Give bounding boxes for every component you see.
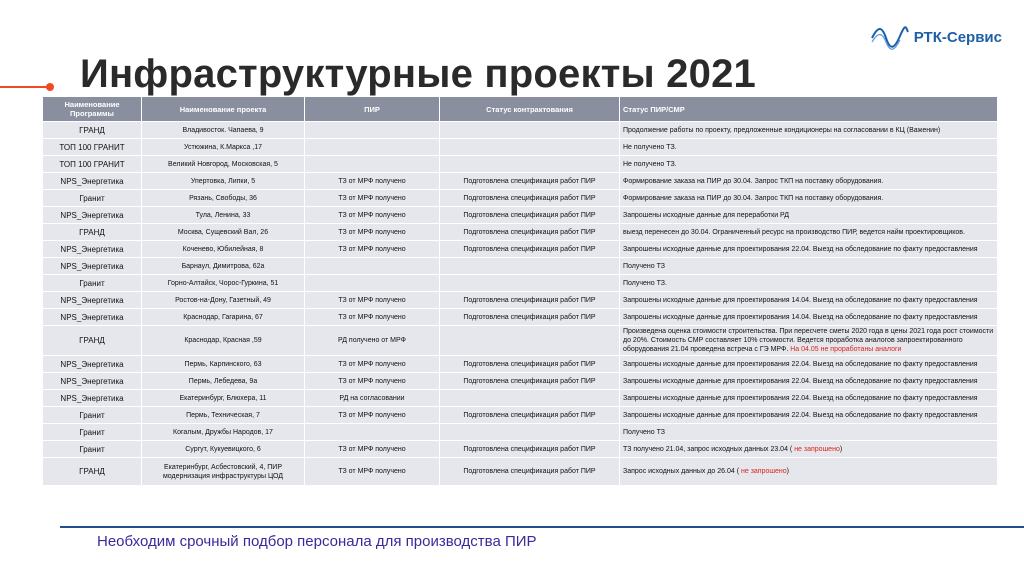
cell-program: ТОП 100 ГРАНИТ: [43, 156, 142, 173]
cell-project: Краснодар, Красная ,59: [142, 326, 305, 356]
cell-project: Екатеринбург, Блюхера, 11: [142, 390, 305, 407]
status-text: Запрос исходных данных до 26.04 (: [623, 468, 740, 475]
table-row: [43, 224, 998, 241]
cell-pir: ТЗ от МРФ получено: [305, 441, 440, 458]
cell-project: Екатеринбург, Асбестовский, 4, ПИР модернизация инфраструктуры ЦОД: [142, 458, 305, 486]
cell-contract-status: Подготовлена спецификация работ ПИР: [440, 407, 620, 424]
cell-pir-smr-status: [620, 390, 998, 407]
cell-project: Коченево, Юбилейная, 8: [142, 241, 305, 258]
cell-contract-status: [440, 390, 620, 407]
cell-pir-smr-status: [620, 275, 998, 292]
cell-program: ГРАНД: [43, 224, 142, 241]
header-pir: ПИР: [305, 97, 440, 122]
cell-project: Горно-Алтайск, Чорос-Гуркина, 51: [142, 275, 305, 292]
status-text: Формирование заказа на ПИР до 30.04. Запрос ТКП на поставку оборудования.: [623, 194, 884, 202]
cell-contract-status: [440, 139, 620, 156]
cell-pir-smr-status: [620, 309, 998, 326]
cell-project: Пермь, Карпинского, 63: [142, 356, 305, 373]
cell-project: Пермь, Лебедева, 9а: [142, 373, 305, 390]
cell-program: NPS_Энергетика: [43, 309, 142, 326]
cell-program: ГРАНД: [43, 122, 142, 139]
cell-pir-smr-status: [620, 156, 998, 173]
cell-pir-smr-status: [620, 190, 998, 207]
status-text: Запрошены исходные данные для проектирования 14.04. Выезд на обследование по факту предоставления: [623, 296, 978, 304]
status-alert-text: На 04.05 не проработаны аналоги: [790, 346, 902, 353]
cell-project: Когалым, Дружбы Народов, 17: [142, 424, 305, 441]
status-text: выезд перенесен до 30.04. Ограниченный ресурс на производство ПИР, ведется найм проектировщиков.: [623, 228, 965, 236]
cell-pir: ТЗ от МРФ получено: [305, 224, 440, 241]
status-text: Формирование заказа на ПИР до 30.04. Запрос ТКП на поставку оборудования.: [623, 177, 884, 185]
cell-contract-status: Подготовлена спецификация работ ПИР: [440, 190, 620, 207]
cell-project: Краснодар, Гагарина, 67: [142, 309, 305, 326]
cell-contract-status: [440, 424, 620, 441]
company-logo: [870, 24, 1002, 50]
cell-pir-smr-status: [620, 207, 998, 224]
cell-contract-status: Подготовлена спецификация работ ПИР: [440, 173, 620, 190]
cell-program: Гранит: [43, 407, 142, 424]
table-row: [43, 292, 998, 309]
cell-pir-smr-status: [620, 441, 998, 458]
cell-program: NPS_Энергетика: [43, 241, 142, 258]
cell-pir-smr-status: [620, 356, 998, 373]
cell-pir-smr-status: [620, 373, 998, 390]
cell-pir: ТЗ от МРФ получено: [305, 241, 440, 258]
footer-rule: [60, 526, 1024, 528]
cell-pir-smr-status: [620, 292, 998, 309]
cell-contract-status: [440, 156, 620, 173]
table-row: [43, 275, 998, 292]
cell-project: Рязань, Свободы, 36: [142, 190, 305, 207]
cell-pir: [305, 156, 440, 173]
cell-pir-smr-status: [620, 424, 998, 441]
table-row: [43, 241, 998, 258]
cell-project: Ростов-на-Дону, Газетный, 49: [142, 292, 305, 309]
cell-program: NPS_Энергетика: [43, 390, 142, 407]
cell-project: Упертовка, Липки, 5: [142, 173, 305, 190]
cell-contract-status: [440, 326, 620, 356]
status-text: Запрошены исходные данные для проектирования 14.04. Выезд на обследование по факту предоставления: [623, 313, 978, 321]
status-text: Не получено ТЗ.: [623, 160, 677, 168]
cell-contract-status: [440, 275, 620, 292]
cell-project: Владивосток. Чапаева, 9: [142, 122, 305, 139]
cell-pir: [305, 258, 440, 275]
cell-contract-status: Подготовлена спецификация работ ПИР: [440, 458, 620, 486]
cell-pir-smr-status: [620, 173, 998, 190]
table-row: [43, 309, 998, 326]
cell-project: Пермь, Техническая, 7: [142, 407, 305, 424]
cell-contract-status: Подготовлена спецификация работ ПИР: [440, 241, 620, 258]
cell-program: NPS_Энергетика: [43, 356, 142, 373]
status-text: Получено ТЗ.: [623, 279, 667, 287]
logo-text: РТК-Сервис: [913, 28, 1002, 46]
cell-project: Барнаул, Димитрова, 62а: [142, 258, 305, 275]
cell-pir-smr-status: [620, 458, 998, 486]
cell-contract-status: [440, 122, 620, 139]
cell-pir-smr-status: [620, 241, 998, 258]
table-row: [43, 390, 998, 407]
cell-pir: ТЗ от МРФ получено: [305, 292, 440, 309]
cell-pir: ТЗ от МРФ получено: [305, 373, 440, 390]
cell-pir-smr-status: [620, 224, 998, 241]
cell-program: NPS_Энергетика: [43, 292, 142, 309]
table-row: [43, 139, 998, 156]
cell-pir-smr-status: [620, 139, 998, 156]
table-header-row: [43, 97, 998, 122]
table-row: [43, 156, 998, 173]
cell-program: NPS_Энергетика: [43, 373, 142, 390]
status-text: Запрошены исходные данные для проектирования 22.04. Выезд на обследование по факту предоставления: [623, 394, 978, 402]
cell-program: NPS_Энергетика: [43, 258, 142, 275]
table-row: [43, 122, 998, 139]
header-program: Наименование Программы: [43, 97, 142, 122]
cell-pir-smr-status: [620, 407, 998, 424]
cell-pir: ТЗ от МРФ получено: [305, 207, 440, 224]
cell-contract-status: Подготовлена спецификация работ ПИР: [440, 373, 620, 390]
status-text: Получено ТЗ: [623, 262, 666, 270]
cell-pir-smr-status: [620, 258, 998, 275]
table-row: [43, 458, 998, 486]
header-contract-status: Статус контрактования: [440, 97, 620, 122]
projects-table-wrapper: [42, 96, 997, 486]
cell-project: Тула, Ленина, 33: [142, 207, 305, 224]
status-text: ТЗ получено 21.04, запрос исходных данных 23.04 (: [623, 445, 793, 453]
status-text: Получено ТЗ: [623, 428, 666, 436]
cell-program: Гранит: [43, 190, 142, 207]
header-project: Наименование проекта: [142, 97, 305, 122]
table-row: [43, 407, 998, 424]
table-row: [43, 190, 998, 207]
cell-program: Гранит: [43, 275, 142, 292]
cell-contract-status: Подготовлена спецификация работ ПИР: [440, 224, 620, 241]
cell-contract-status: Подготовлена спецификация работ ПИР: [440, 441, 620, 458]
status-alert-text: не запрошено: [741, 468, 787, 475]
cell-pir-smr-status: [620, 326, 998, 356]
status-text: Запрошены исходные данные для проектирования 22.04. Выезд на обследование по факту предоставления: [623, 360, 978, 368]
cell-pir: [305, 139, 440, 156]
status-text: Запрошены исходные данные для проектирования 22.04. Выезд на обследование по факту предоставления: [623, 245, 978, 253]
cell-project: Сургут, Кукуевицкого, 6: [142, 441, 305, 458]
status-text: Продолжение работы по проекту, предложенные кондиционеры на согласовании в КЦ (Важенин): [623, 126, 941, 134]
table-row: [43, 356, 998, 373]
cell-pir: [305, 424, 440, 441]
table-row: [43, 258, 998, 275]
table-row: [43, 173, 998, 190]
header-pir-smr-status: Статус ПИР/СМР: [620, 97, 998, 122]
status-text: Запрошены исходные данные для проектирования 22.04. Выезд на обследование по факту предоставления: [623, 411, 978, 419]
cell-pir: ТЗ от МРФ получено: [305, 407, 440, 424]
wave-logo-icon: [870, 24, 910, 50]
table-row: [43, 326, 998, 356]
status-text: Запрошены исходные данные для переработки РД: [623, 211, 789, 219]
cell-contract-status: Подготовлена спецификация работ ПИР: [440, 356, 620, 373]
table-row: [43, 207, 998, 224]
status-text: Произведена оценка стоимости строительства. При пересчете сметы 2020 года в цены 2021 года рост стоимости до 20%. Стоимость СМР составляет 10% стоимости. Ведется проработка аналогов запроектированного оборудования 21.04 проведена встреча с ГЭ МРФ.: [623, 328, 994, 353]
status-closing-text: ): [839, 445, 843, 453]
footer-note: Необходим срочный подбор персонала для производства ПИР: [97, 533, 537, 550]
status-alert-text: не запрошено: [794, 445, 840, 453]
cell-contract-status: Подготовлена спецификация работ ПИР: [440, 309, 620, 326]
table-row: [43, 424, 998, 441]
table-row: [43, 441, 998, 458]
cell-program: ТОП 100 ГРАНИТ: [43, 139, 142, 156]
accent-line: [0, 86, 48, 88]
cell-program: Гранит: [43, 441, 142, 458]
cell-project: Великий Новгород, Московская, 5: [142, 156, 305, 173]
projects-table: [42, 96, 998, 486]
cell-contract-status: Подготовлена спецификация работ ПИР: [440, 292, 620, 309]
accent-dot: [46, 83, 54, 91]
cell-pir: [305, 275, 440, 292]
cell-program: Гранит: [43, 424, 142, 441]
cell-pir: ТЗ от МРФ получено: [305, 190, 440, 207]
status-text: Не получено ТЗ.: [623, 143, 677, 151]
cell-program: ГРАНД: [43, 326, 142, 356]
cell-program: ГРАНД: [43, 458, 142, 486]
cell-contract-status: Подготовлена спецификация работ ПИР: [440, 207, 620, 224]
status-closing-text: ): [786, 468, 789, 475]
cell-project: Устюжина, К.Маркса ,17: [142, 139, 305, 156]
cell-pir: ТЗ от МРФ получено: [305, 309, 440, 326]
cell-pir: [305, 122, 440, 139]
cell-program: NPS_Энергетика: [43, 207, 142, 224]
cell-contract-status: [440, 258, 620, 275]
cell-pir-smr-status: [620, 122, 998, 139]
page-title: Инфраструктурные проекты 2021: [80, 52, 756, 96]
cell-pir: ТЗ от МРФ получено: [305, 458, 440, 486]
cell-pir: РД получено от МРФ: [305, 326, 440, 356]
cell-pir: ТЗ от МРФ получено: [305, 356, 440, 373]
cell-program: NPS_Энергетика: [43, 173, 142, 190]
table-row: [43, 373, 998, 390]
cell-pir: РД на согласовании: [305, 390, 440, 407]
status-text: Запрошены исходные данные для проектирования 22.04. Выезд на обследование по факту предоставления: [623, 377, 978, 385]
cell-project: Москва, Сущевский Вал, 26: [142, 224, 305, 241]
cell-pir: ТЗ от МРФ получено: [305, 173, 440, 190]
